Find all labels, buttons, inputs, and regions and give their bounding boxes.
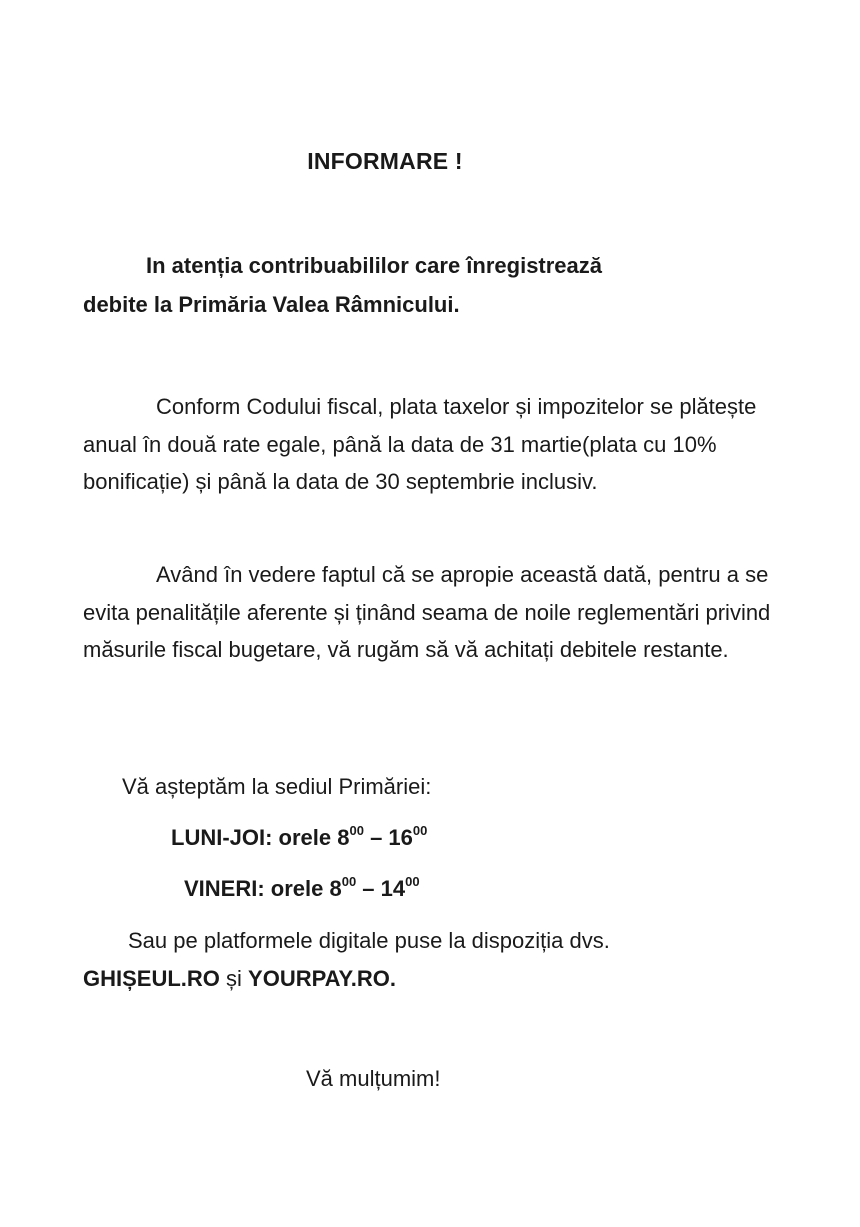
paragraph-payment-terms: Conform Codului fiscal, plata taxelor și impozitelor se plătește anual în două rate egale, până la data de 31 martie(plata cu 10% bonificație) și până la data de 30 septembrie inclusiv. bbox=[83, 394, 757, 494]
schedule-fri-start-minutes: 00 bbox=[341, 873, 357, 889]
site-ghiseul: GHIȘEUL.RO bbox=[83, 966, 220, 991]
document-title: INFORMARE ! bbox=[307, 148, 463, 174]
digital-platforms-sites bbox=[83, 966, 396, 992]
attention-line-1: In atenția contribuabililor care înregistrează bbox=[146, 253, 603, 278]
schedule-mon-thu bbox=[171, 822, 428, 851]
schedule-mon-thu-end-minutes: 00 bbox=[412, 822, 428, 838]
schedule-fri bbox=[184, 873, 420, 902]
schedule-mon-thu-start-minutes: 00 bbox=[349, 822, 364, 838]
site-yourpay: YOURPAY.RO. bbox=[248, 966, 396, 991]
digital-platforms-line: Sau pe platformele digitale puse la dispoziția dvs. bbox=[128, 928, 610, 953]
schedule-fri-end: – 14 bbox=[356, 876, 406, 901]
site-connector: și bbox=[219, 966, 249, 991]
schedule-fri-label: VINERI: orele 8 bbox=[184, 876, 342, 901]
paragraph-overdue-notice: Având în vedere faptul că se apropie această dată, pentru a se evita penalitățile aferente și ținând seama de noile reglementări privind măsurile fiscal bugetare, vă rugăm să vă achitați debitele restante. bbox=[83, 562, 771, 662]
schedule-mon-thu-end: – 16 bbox=[363, 825, 413, 850]
office-intro: Vă așteptăm la sediul Primăriei: bbox=[122, 774, 432, 799]
schedule-mon-thu-label: LUNI-JOI: orele 8 bbox=[171, 825, 350, 850]
schedule-fri-end-minutes: 00 bbox=[405, 873, 420, 889]
attention-line-2: debite la Primăria Valea Râmnicului. bbox=[83, 292, 460, 317]
closing-thanks: Vă mulțumim! bbox=[306, 1066, 441, 1091]
